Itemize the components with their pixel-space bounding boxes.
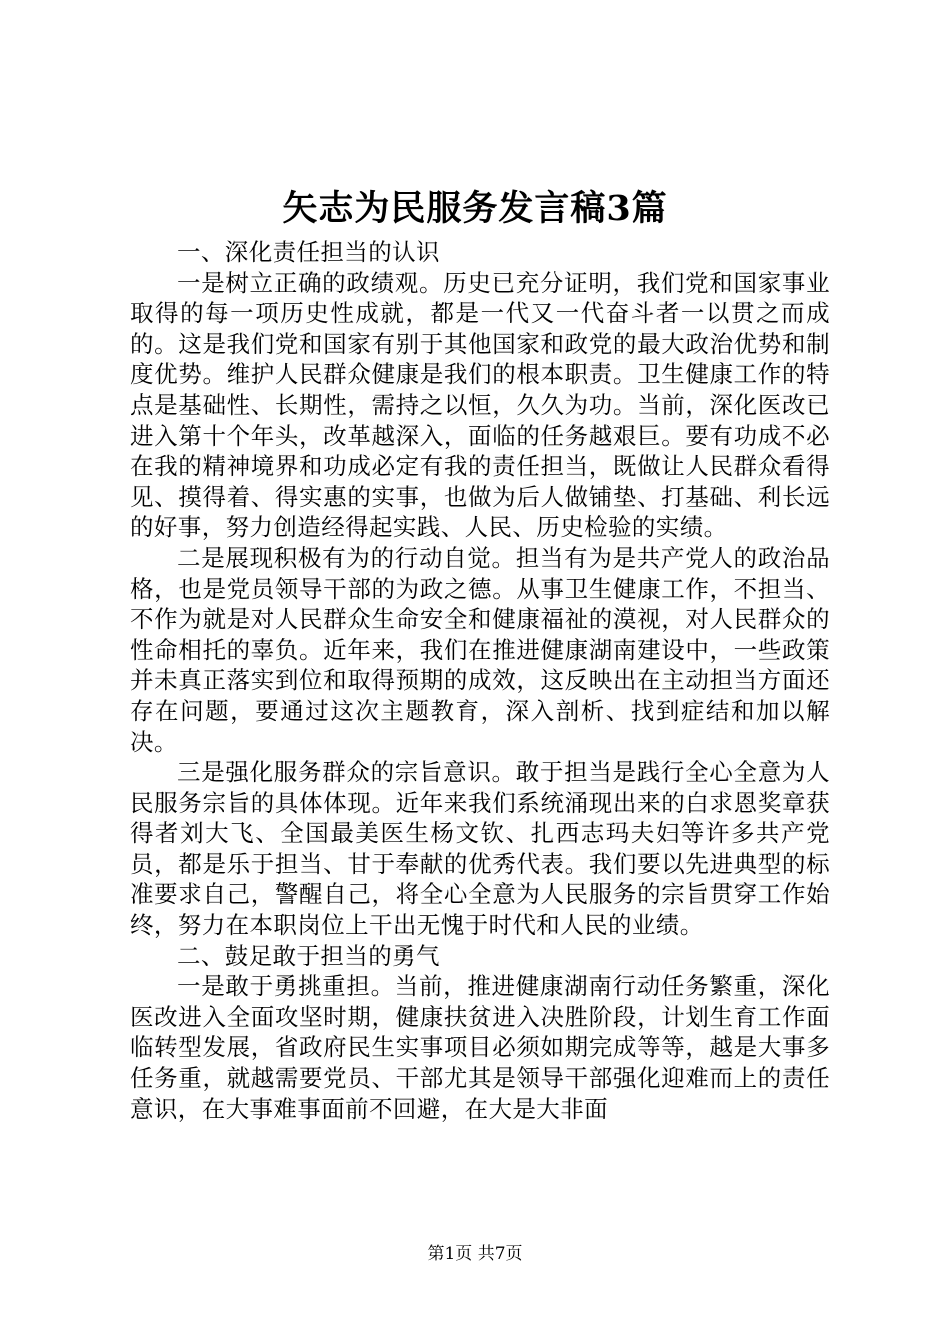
body-paragraph: 一是敢于勇挑重担。当前，推进健康湖南行动任务繁重，深化医改进入全面攻坚时期，健康扶贫进入决胜阶段，计划生育工作面临转型发展，省政府民生实事项目必须如期完成等等，越是大事多任务重，就越需要党员、干部尤其是领导干部强化迎难而上的责任意识，在大事难事面前不回避，在大是大非面 — [130, 972, 830, 1123]
body-paragraph: 二是展现积极有为的行动自觉。担当有为是共产党人的政治品格，也是党员领导干部的为政之德。从事卫生健康工作，不担当、不作为就是对人民群众生命安全和健康福祉的漠视，对人民群众的性命相托的辜负。近年来，我们在推进健康湖南建设中，一些政策并未真正落实到位和取得预期的成效，这反映出在主动担当方面还存在问题，要通过这次主题教育，深入剖析、找到症结和加以解决。 — [130, 543, 830, 756]
section-heading: 二、鼓足敢于担当的勇气 — [177, 941, 440, 970]
page-number: 第1页 共7页 — [427, 1244, 523, 1264]
document-body — [130, 237, 830, 1124]
document-title: 矢志为民服务发言稿3篇 — [282, 188, 668, 229]
body-paragraph: 三是强化服务群众的宗旨意识。敢于担当是践行全心全意为人民服务宗旨的具体体现。近年来我们系统涌现出来的白求恩奖章获得者刘大飞、全国最美医生杨文钦、扎西志玛夫妇等许多共产党员，都是乐于担当、甘于奉献的优秀代表。我们要以先进典型的标准要求自己，警醒自己，将全心全意为人民服务的宗旨贯穿工作始终，努力在本职岗位上干出无愧于时代和人民的业绩。 — [130, 758, 830, 940]
section-heading: 一、深化责任担当的认识 — [177, 238, 440, 266]
body-paragraph: 一是树立正确的政绩观。历史已充分证明，我们党和国家事业取得的每一项历史性成就，都是一代又一代奋斗者一以贯之而成的。这是我们党和国家有别于其他国家和政党的最大政治优势和制度优势。维护人民群众健康是我们的根本职责。卫生健康工作的特点是基础性、长期性，需持之以恒，久久为功。当前，深化医改已进入第十个年头，改革越深入，面临的任务越艰巨。要有功成不必在我的精神境界和功成必定有我的责任担当，既做让人民群众看得见、摸得着、得实惠的实事，也做为后人做铺垫、打基础、利长远的好事，努力创造经得起实践、人民、历史检验的实绩。 — [130, 268, 830, 542]
